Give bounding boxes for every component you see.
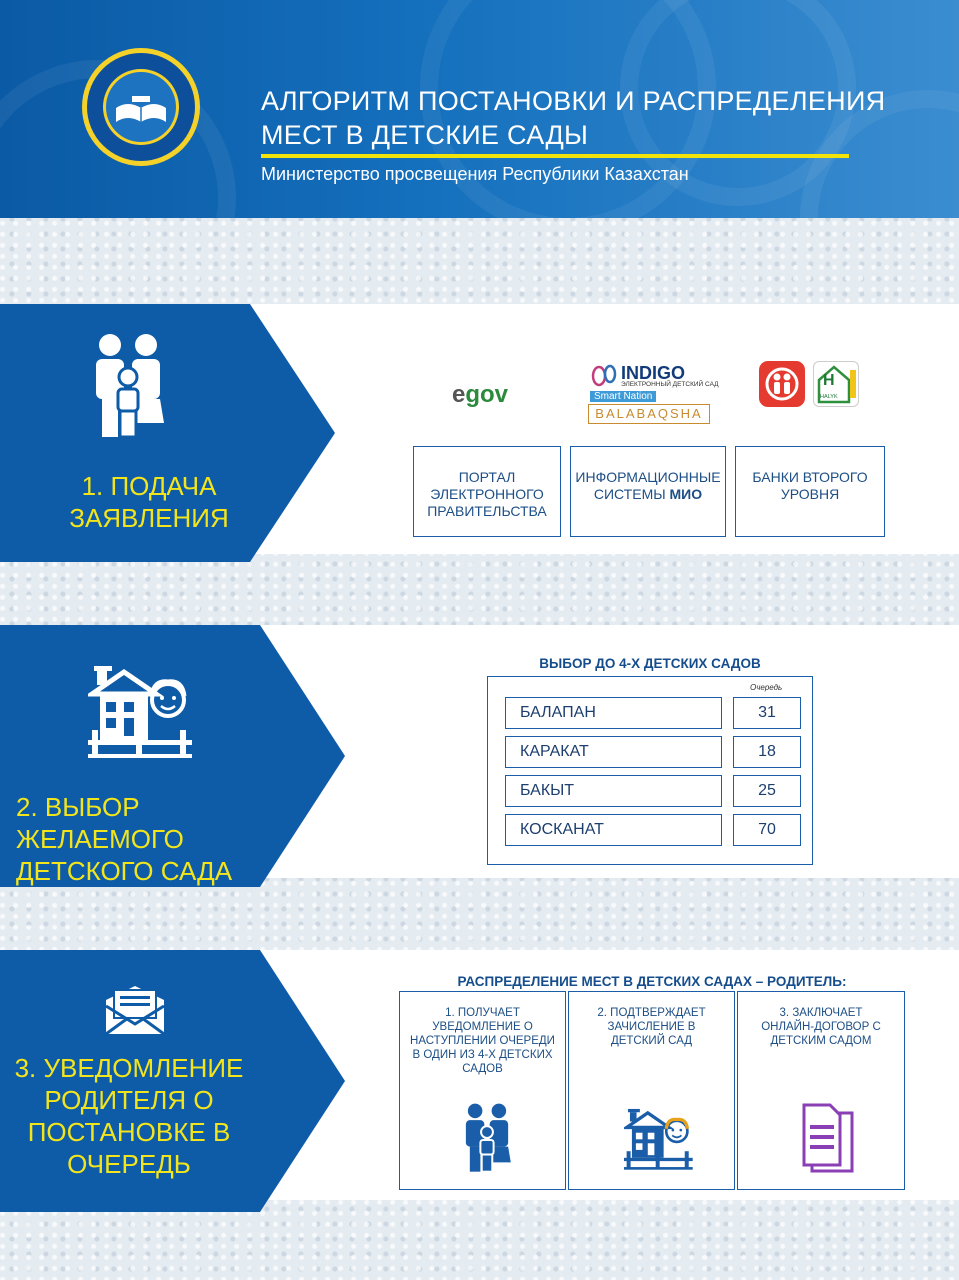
page-title-line2: МЕСТ В ДЕТСКИЕ САДЫ (261, 120, 589, 150)
egov-portal-box (413, 446, 561, 537)
kg-queue-3: 25 (733, 775, 801, 807)
indigo-footprints-icon (590, 362, 618, 388)
banks-text: БАНКИ ВТОРОГО УРОВНЯ (752, 469, 868, 502)
kg-name-1: БАЛАПАН (505, 697, 722, 729)
contract-step-text: 3. ЗАКЛЮЧАЕТ ОНЛАЙН-ДОГОВОР С ДЕТСКИМ САДОМ (761, 1007, 881, 1047)
kindergarten-house-icon (88, 660, 194, 760)
distribution-title: РАСПРЕДЕЛЕНИЕ МЕСТ В ДЕТСКИХ САДАХ – РОДИТЕЛЬ: (457, 974, 847, 989)
family-icon (92, 333, 164, 439)
banks-box (735, 446, 885, 537)
egov-portal-text: ПОРТАЛ ЭЛЕКТРОННОГО ПРАВИТЕЛЬСТВА (427, 469, 547, 519)
kaspi-logo-icon (759, 361, 805, 407)
confirm-step-text: 2. ПОДТВЕРЖДАЕТ ЗАЧИСЛЕНИЕ В ДЕТСКИЙ САД (597, 1007, 706, 1047)
notify-step-text: 1. ПОЛУЧАЕТ УВЕДОМЛЕНИЕ О НАСТУПЛЕНИИ ОЧЕРЕДИ В ОДИН ИЗ 4-Х ДЕТСКИХ САДОВ (410, 1007, 555, 1075)
kg-queue-4: 70 (733, 814, 801, 846)
balabaqsha-logo: BALABAQSHA (588, 404, 710, 424)
mio-systems-text: ИНФОРМАЦИОННЫЕ СИСТЕМЫ МИО (575, 469, 721, 502)
kg-choice-title: ВЫБОР ДО 4-Х ДЕТСКИХ САДОВ (539, 656, 761, 671)
egov-logo: egov (452, 381, 509, 408)
header-banner (0, 0, 959, 218)
kg-name-4: КОСКАНАТ (505, 814, 722, 846)
kg-name-2: КАРАКАТ (505, 736, 722, 768)
ministry-emblem-icon (80, 46, 202, 168)
halyk-logo: H HALYK (813, 361, 859, 407)
kg-name-3: БАКЫТ (505, 775, 722, 807)
kindergarten-small-icon (624, 1104, 694, 1172)
queue-header: Очередь (750, 683, 783, 692)
kg-queue-2: 18 (733, 736, 801, 768)
envelope-icon (104, 986, 166, 1036)
step2-label: 2. ВЫБОР ЖЕЛАЕМОГО ДЕТСКОГО САДА (16, 792, 233, 886)
family-small-icon (463, 1103, 511, 1173)
smartnation-logo: Smart Nation (590, 391, 656, 402)
mio-systems-box (570, 446, 726, 537)
title-underline (261, 154, 849, 158)
indigo-logo-text: INDIGO (621, 363, 686, 383)
step1-label: 1. ПОДАЧА ЗАЯВЛЕНИЯ (69, 471, 229, 533)
contract-document-icon (800, 1103, 856, 1175)
page-subtitle: Министерство просвещения Республики Казахстан (261, 164, 689, 184)
indigo-logo-subtext: ЭЛЕКТРОННЫЙ ДЕТСКИЙ САД (621, 381, 719, 388)
step3-label: 3. УВЕДОМЛЕНИЕ РОДИТЕЛЯ О ПОСТАНОВКЕ В ОЧЕРЕДЬ (14, 1053, 244, 1179)
page-title-line1: АЛГОРИТМ ПОСТАНОВКИ И РАСПРЕДЕЛЕНИЯ (261, 86, 886, 116)
kg-queue-1: 31 (733, 697, 801, 729)
